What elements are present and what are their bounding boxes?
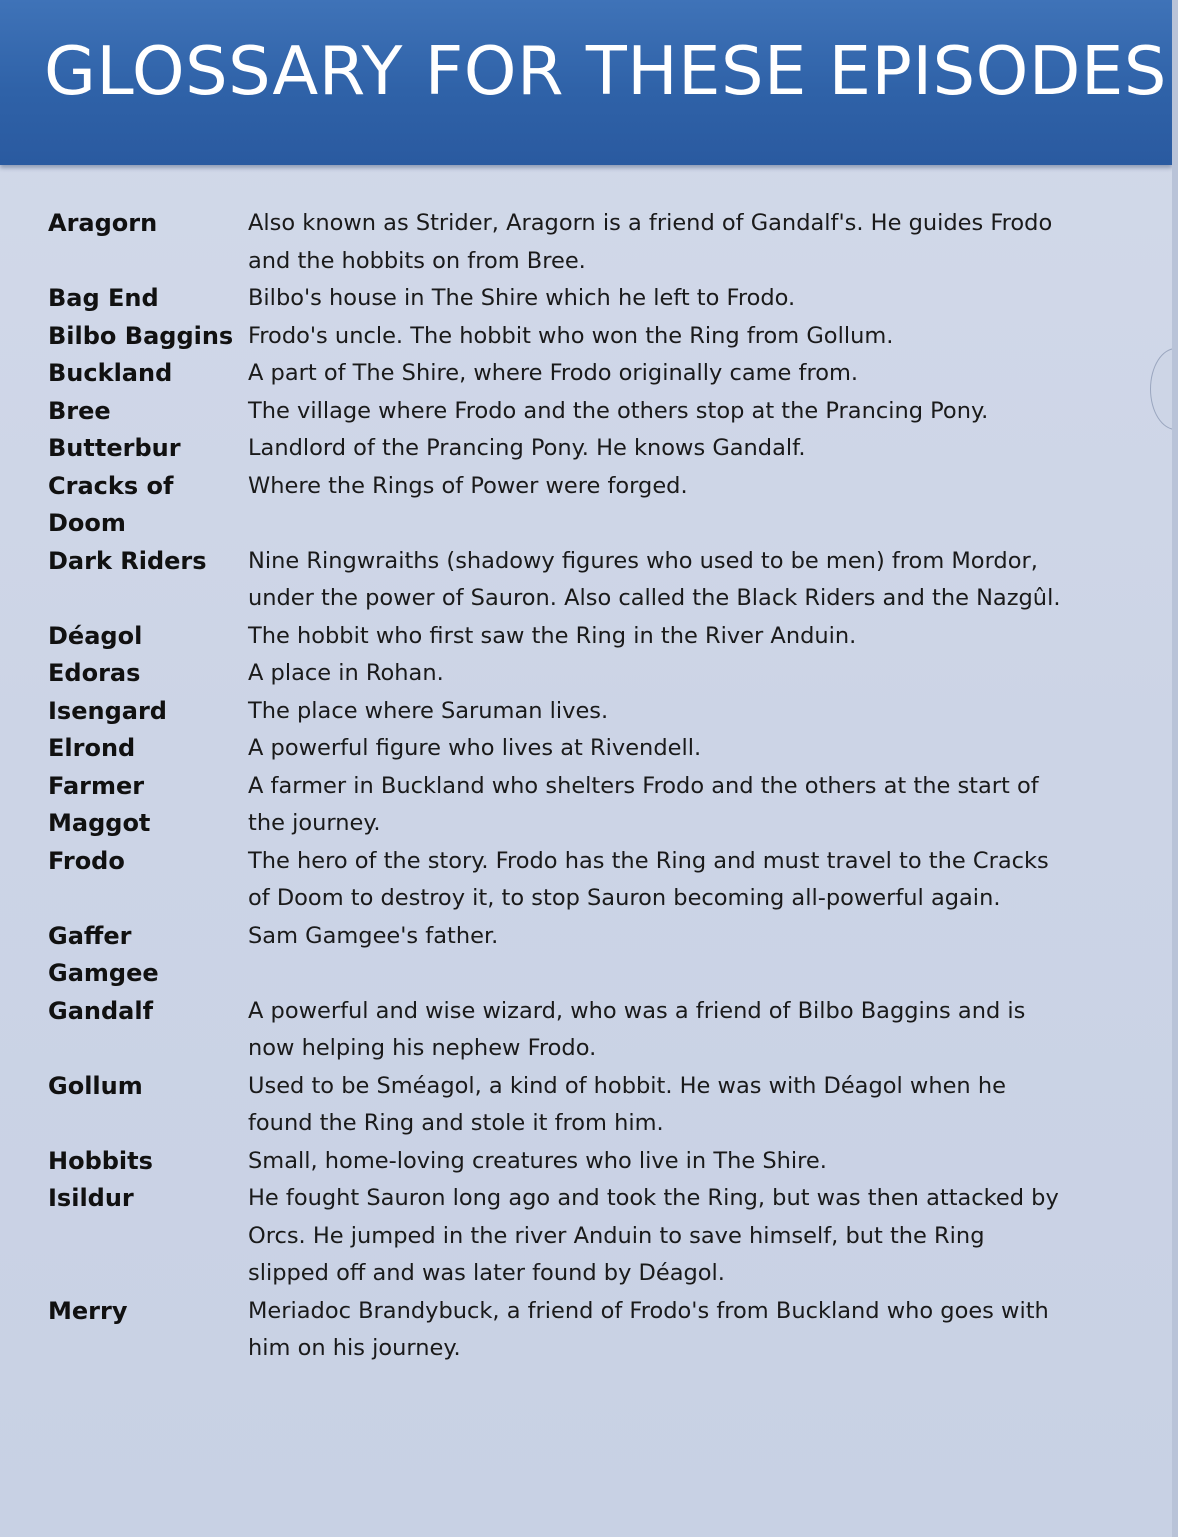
glossary-term: Gaffer Gamgee xyxy=(48,921,159,987)
glossary-entry xyxy=(48,430,1128,468)
glossary-definition: Also known as Strider, Aragorn is a friend of Gandalf's. He guides Frodo and the hobbits on from Bree. xyxy=(248,210,1053,274)
glossary-definition: A farmer in Buckland who shelters Frodo and the others at the start of the journey. xyxy=(248,772,1039,836)
glossary-entry xyxy=(48,1143,1128,1181)
header-banner xyxy=(0,0,1172,165)
glossary-term: Gollum xyxy=(48,1071,143,1100)
glossary-entry xyxy=(48,393,1128,431)
page-title: GLOSSARY FOR THESE EPISODES xyxy=(44,32,1167,110)
glossary-definition: The village where Frodo and the others stop at the Prancing Pony. xyxy=(248,397,989,424)
glossary-entry xyxy=(48,318,1128,356)
glossary-term: Elrond xyxy=(48,734,136,762)
glossary-entry xyxy=(48,543,1128,618)
glossary-definition: Frodo's uncle. The hobbit who won the Ring from Gollum. xyxy=(248,322,894,349)
glossary-definition: Meriadoc Brandybuck, a friend of Frodo's from Buckland who goes with him on his journey. xyxy=(248,1297,1049,1361)
glossary-definition: A powerful figure who lives at Rivendell. xyxy=(248,735,702,761)
glossary-term: Buckland xyxy=(48,359,173,387)
glossary-definition: A part of The Shire, where Frodo originally came from. xyxy=(248,360,859,386)
glossary-term: Edoras xyxy=(48,659,141,687)
glossary-definition: Used to be Sméagol, a kind of hobbit. He was with Déagol when he found the Ring and stole it from him. xyxy=(248,1072,1006,1136)
glossary-entry xyxy=(48,1293,1128,1368)
glossary-term: Frodo xyxy=(48,846,125,875)
glossary-term: Dark Riders xyxy=(48,546,207,575)
glossary-term: Aragorn xyxy=(48,209,158,237)
glossary-list xyxy=(48,205,1128,1368)
glossary-entry xyxy=(48,1180,1128,1293)
glossary-definition: Sam Gamgee's father. xyxy=(248,922,499,949)
glossary-definition: A powerful and wise wizard, who was a friend of Bilbo Baggins and is now helping his nephew Frodo. xyxy=(248,997,1026,1061)
glossary-term: Merry xyxy=(48,1296,128,1325)
glossary-definition: The hero of the story. Frodo has the Ring and must travel to the Cracks of Doom to destroy it, to stop Sauron becoming all-powerful again. xyxy=(248,847,1049,911)
glossary-term: Bree xyxy=(48,396,111,425)
glossary-term: Farmer Maggot xyxy=(48,771,151,837)
glossary-entry xyxy=(48,993,1128,1068)
glossary-entry xyxy=(48,768,1128,843)
glossary-entry xyxy=(48,655,1128,693)
glossary-entry xyxy=(48,205,1128,280)
glossary-term: Isildur xyxy=(48,1184,134,1212)
glossary-term: Bag End xyxy=(48,284,159,312)
glossary-entry xyxy=(48,730,1128,768)
glossary-entry xyxy=(48,468,1128,543)
glossary-term: Isengard xyxy=(48,696,167,725)
glossary-entry xyxy=(48,693,1128,731)
glossary-term: Butterbur xyxy=(48,434,181,462)
glossary-definition: The hobbit who first saw the Ring in the River Anduin. xyxy=(248,622,857,649)
glossary-term: Bilbo Baggins xyxy=(48,321,234,350)
glossary-entry xyxy=(48,280,1128,318)
glossary-definition: He fought Sauron long ago and took the Ring, but was then attacked by Orcs. He jumped in the river Anduin to save himself, but the Ring slipped off and was later found by Déagol. xyxy=(248,1185,1059,1286)
glossary-entry xyxy=(48,355,1128,393)
glossary-definition: Nine Ringwraiths (shadowy figures who used to be men) from Mordor, under the power of Sauron. Also called the Black Riders and the Nazgûl. xyxy=(248,547,1061,611)
glossary-entry xyxy=(48,843,1128,918)
glossary-entry xyxy=(48,918,1128,993)
glossary-definition: Small, home-loving creatures who live in The Shire. xyxy=(248,1147,827,1174)
glossary-entry xyxy=(48,618,1128,656)
glossary-term: Gandalf xyxy=(48,996,154,1025)
glossary-term: Cracks of Doom xyxy=(48,471,174,537)
glossary-definition: The place where Saruman lives. xyxy=(248,697,609,724)
glossary-definition: Landlord of the Prancing Pony. He knows Gandalf. xyxy=(248,435,806,461)
glossary-entry xyxy=(48,1068,1128,1143)
glossary-term: Déagol xyxy=(48,621,143,650)
page-edge xyxy=(1172,0,1178,1537)
glossary-term: Hobbits xyxy=(48,1146,153,1175)
glossary-definition: A place in Rohan. xyxy=(248,660,444,686)
glossary-definition: Where the Rings of Power were forged. xyxy=(248,472,688,499)
glossary-definition: Bilbo's house in The Shire which he left to Frodo. xyxy=(248,285,796,311)
